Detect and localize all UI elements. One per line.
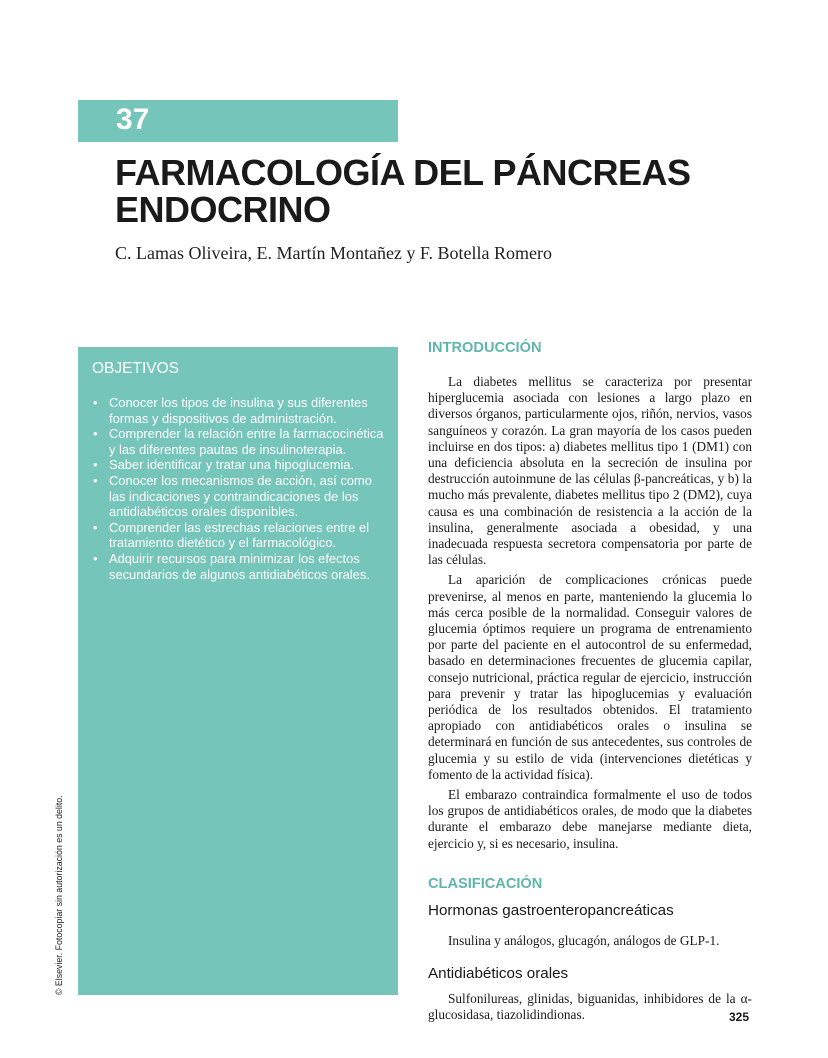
classification-heading: CLASIFICACIÓN bbox=[428, 875, 543, 892]
objective-item: • Conocer los mecanismos de acción, así como las indicaciones y contraindicaciones de los antidiabéticos orales disponibles. bbox=[92, 473, 384, 520]
objectives-list bbox=[92, 395, 384, 582]
objective-item: • Saber identificar y tratar una hipoglucemia. bbox=[92, 457, 384, 473]
subsection-text: Insulina y análogos, glucagón, análogos de GLP-1. bbox=[448, 932, 720, 948]
chapter-authors: C. Lamas Oliveira, E. Martín Montañez y F. Botella Romero bbox=[115, 243, 552, 263]
intro-paragraph: La diabetes mellitus se caracteriza por presentar hiperglucemia asociada con lesiones a largo plazo en diversos órganos, particularmente ojos, riñón, nervios, vasos sanguíneos y corazón. La gran mayoría de los casos pueden incluirse en dos tipos: a) diabetes mellitus tipo 1 (DM1) con una deficiencia absoluta en la secreción de insulina por destrucción autoinmune de las células β-pancreáticas, y b) la mucho más prevalente, diabetes mellitus tipo 2 (DM2), cuya causa es una combinación de resistencia a la acción de la insulina, generalmente asociada a obesidad, y una inadecuada respuesta secretora compensatoria por parte de las células. bbox=[428, 374, 752, 568]
page-number: 325 bbox=[729, 1010, 750, 1024]
main-column bbox=[428, 340, 752, 1024]
chapter-title: FARMACOLOGÍA DEL PÁNCREAS ENDOCRINO bbox=[115, 152, 691, 230]
chapter-number: 37 bbox=[116, 103, 150, 136]
objective-item: • Conocer los tipos de insulina y sus diferentes formas y dispositivos de administración. bbox=[92, 395, 384, 426]
objectives-box bbox=[78, 347, 398, 995]
intro-paragraph: La aparición de complicaciones crónicas puede prevenirse, al menos en parte, manteniendo la glucemia lo más cerca posible de la normalidad. Conseguir valores de glucemia óptimos requiere un programa de entrenamiento por parte del paciente en el autocontrol de su enfermedad, basado en determinaciones frecuentes de glucemia capilar, consejo nutricional, práctica regular de ejercicio, instrucción para prevenir y tratar las hipoglucemias y evaluación periódica de los resultados obtenidos. El tratamiento apropiado con antidiabéticos orales o insulina se determinará en función de sus antecedentes, sus controles de glucemia y su estilo de vida (intervenciones dietéticas y fomento de la actividad física). bbox=[428, 572, 752, 782]
objective-item: • Comprender la relación entre la farmacocinética y las diferentes pautas de insulinoterapia. bbox=[92, 426, 384, 457]
introduction-heading: INTRODUCCIÓN bbox=[428, 340, 542, 356]
copyright-note: © Elsevier. Fotocopiar sin autorización es un delito. bbox=[54, 795, 64, 995]
objectives-title: OBJETIVOS bbox=[92, 360, 179, 377]
chapter-band bbox=[78, 100, 398, 142]
objective-item: • Adquirir recursos para minimizar los efectos secundarios de algunos antidiabéticos orales. bbox=[92, 551, 384, 582]
subsection-title: Hormonas gastroenteropancreáticas bbox=[428, 901, 674, 919]
intro-paragraph: El embarazo contraindica formalmente el uso de todos los grupos de antidiabéticos orales, de modo que la diabetes durante el embarazo debe manejarse mediante dieta, ejercicio y, si es necesario, insulina. bbox=[428, 787, 752, 851]
subsection-title: Antidiabéticos orales bbox=[428, 965, 569, 983]
subsection-text: Sulfonilureas, glinidas, biguanidas, inhibidores de la α-glucosidasa, tiazolidindionas. bbox=[428, 991, 752, 1023]
objective-item: • Comprender las estrechas relaciones entre el tratamiento dietético y el farmacológico. bbox=[92, 520, 384, 551]
